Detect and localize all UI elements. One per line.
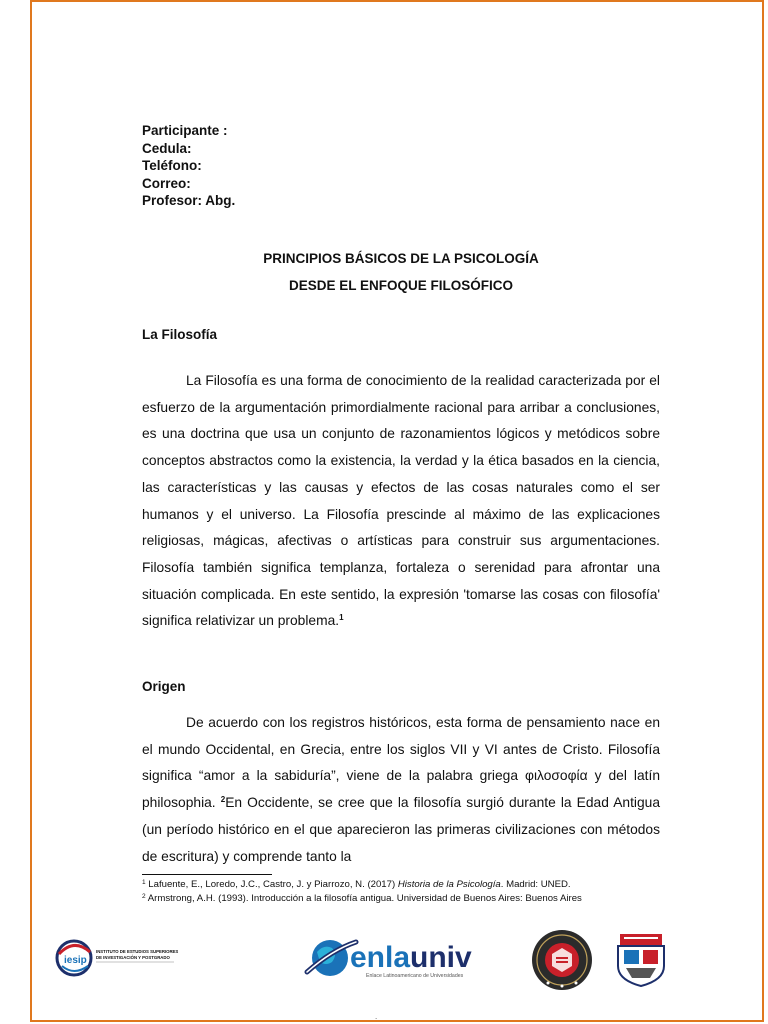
iesip-wordmark: iesip bbox=[64, 955, 87, 966]
iesip-emblem bbox=[52, 936, 182, 980]
paragraph-filosofia-text: La Filosofía es una forma de conocimiento de la realidad caracterizada por el esfuerzo de la argumentación primordialmente racional para arribar a conclusiones, es una doctrina que usa un conjunto de razonamientos lógicos y metódicos sobre conceptos abstractos como la existencia, la verdad y la ética basados en la ciencia, las características y las causas y efectos de las cosas naturales como el ser humanos y el universo. La Filosofía prescinde al máximo de las explicaciones religiosas, mágicas, afectivas o artísticas para construir sus argumentaciones. Filosofía también significa templanza, fortaleza o serenidad para afrontar una situación complicada. En este sentido, la expresión 'tomarse las cosas con filosofía' significa relativizar un problema. bbox=[142, 373, 660, 629]
telefono-label: Teléfono: bbox=[142, 158, 202, 173]
paragraph-origen bbox=[142, 710, 660, 870]
enlauniv-emblem bbox=[304, 932, 500, 988]
page-mark: . bbox=[375, 1012, 378, 1021]
paragraph-origen-text-a: De acuerdo con los registros históricos, esta forma de pensamiento nace en el mundo Occidental, en Grecia, entre los siglos VII y VI antes de Cristo. Filosofía significa “amor a la sabiduría”, viene de la palabra griega φιλοσοφία y del latín philosophia. bbox=[142, 715, 660, 811]
footnote-2-number: 2 bbox=[142, 892, 146, 900]
iesip-caption-2: DE INVESTIGACIÓN Y POSTGRADO bbox=[96, 955, 170, 960]
paragraph-origen-text-b: En Occidente, se cree que la filosofía surgió durante la Edad Antigua (un período histórico en el que aparecieron las primeras civilizaciones con métodos de escritura) y comprende tanto la bbox=[142, 795, 660, 864]
footnote-2-text: Armstrong, A.H. (1993). Introducción a la filosofía antigua. Universidad de Buenos Aires: Buenos Aires bbox=[145, 892, 582, 904]
document-title bbox=[142, 245, 660, 299]
participant-info bbox=[142, 122, 660, 210]
footnote-1-text-a: Lafuente, E., Loredo, J.C., Castro, J. y Piarrozo, N. (2017) bbox=[145, 879, 398, 890]
footer-logos bbox=[0, 928, 768, 992]
enlauniv-wordmark bbox=[350, 941, 472, 974]
cedula-label: Cedula: bbox=[142, 140, 192, 156]
section-heading-filosofia: La Filosofía bbox=[142, 327, 218, 342]
university-seal-emblem bbox=[526, 928, 598, 992]
title-line-2: DESDE EL ENFOQUE FILOSÓFICO bbox=[288, 278, 514, 293]
footnote-divider bbox=[142, 874, 272, 875]
university-seal bbox=[526, 928, 598, 992]
paragraph-filosofia bbox=[142, 368, 660, 635]
footnote-1 bbox=[142, 878, 660, 892]
participant-label: Participante : bbox=[142, 123, 228, 138]
institution-crest bbox=[612, 932, 670, 988]
enlauniv-logo bbox=[304, 932, 500, 988]
footnote-1-text-b: . Madrid: UNED. bbox=[500, 879, 571, 890]
iesip-caption-1: INSTITUTO DE ESTUDIOS SUPERIORES bbox=[96, 949, 179, 954]
correo-label: Correo: bbox=[142, 175, 191, 191]
profesor-label: Profesor: Abg. bbox=[142, 193, 236, 208]
institution-crest-emblem bbox=[612, 932, 670, 988]
enlauniv-wordmark-a: enla bbox=[350, 941, 411, 974]
iesip-logo bbox=[52, 936, 182, 980]
footnote-1-number: 1 bbox=[142, 879, 146, 886]
section-heading-origen: Origen bbox=[142, 679, 186, 694]
enlauniv-tagline: Enlace Latinoamericano de Universidades bbox=[366, 973, 464, 979]
footnotes bbox=[142, 878, 660, 905]
footnote-ref-2[interactable]: 2 bbox=[220, 795, 226, 805]
title-line-1: PRINCIPIOS BÁSICOS DE LA PSICOLOGÍA bbox=[263, 251, 539, 266]
footnote-1-title: Historia de la Psicología bbox=[397, 879, 501, 890]
footnote-2 bbox=[142, 892, 660, 906]
enlauniv-wordmark-b: univ bbox=[410, 941, 472, 974]
footnote-ref-1[interactable]: 1 bbox=[339, 613, 344, 623]
